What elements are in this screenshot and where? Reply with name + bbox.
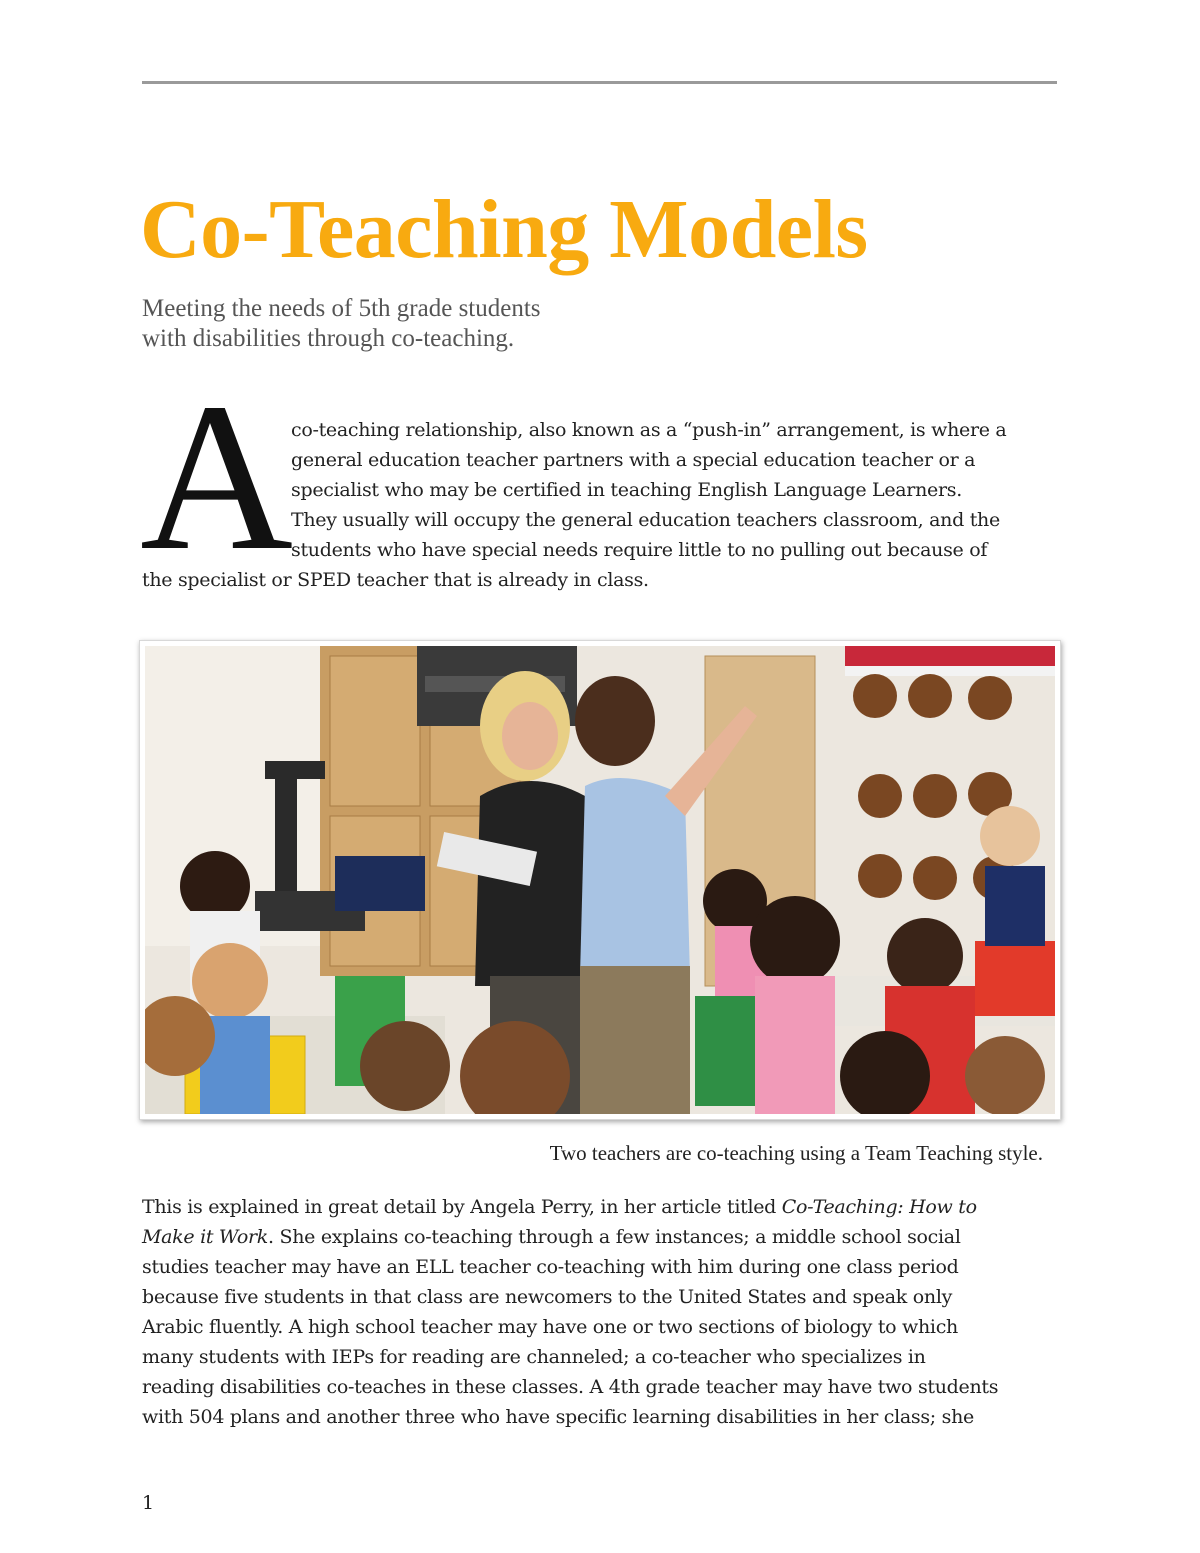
subtitle-line-1: Meeting the needs of 5th grade students	[142, 295, 541, 322]
body-line-2-text: . She explains co-teaching through a few instances; a middle school social	[268, 1226, 961, 1248]
page-number: 1	[142, 1492, 155, 1514]
drop-cap: A	[140, 359, 294, 594]
body-line: studies teacher may have an ELL teacher co-teaching with him during one class period	[142, 1256, 959, 1278]
body-line-1	[142, 1192, 977, 1222]
intro-line: specialist who may be certified in teaching English Language Learners.	[291, 479, 962, 501]
body-line: many students with IEPs for reading are channeled; a co-teacher who specializes in	[142, 1346, 926, 1368]
intro-line: students who have special needs require little to no pulling out because of	[291, 539, 988, 561]
subtitle-line-2: with disabilities through co-teaching.	[142, 325, 515, 352]
body-line: reading disabilities co-teaches in these classes. A 4th grade teacher may have two students	[142, 1376, 999, 1398]
classroom-photo	[139, 640, 1061, 1120]
document-title: Co-Teaching Models	[140, 183, 868, 276]
body-line-1-text: This is explained in great detail by Angela Perry, in her article titled	[142, 1196, 782, 1218]
article-title-part1: Co-Teaching: How to	[781, 1196, 977, 1218]
classroom-photo-illustration	[145, 646, 1055, 1114]
body-line: Arabic fluently. A high school teacher may have one or two sections of biology to which	[142, 1316, 958, 1338]
header-rule	[142, 81, 1057, 84]
intro-line: co-teaching relationship, also known as a “push-in” arrangement, is where a	[291, 419, 1007, 441]
body-line: with 504 plans and another three who have specific learning disabilities in her class; she	[142, 1406, 974, 1428]
intro-line: They usually will occupy the general education teachers classroom, and the	[291, 509, 1000, 531]
body-line-2	[142, 1222, 961, 1252]
body-line: because five students in that class are newcomers to the United States and speak only	[142, 1286, 953, 1308]
figure-caption: Two teachers are co-teaching using a Team Teaching style.	[549, 1141, 1043, 1165]
document-subtitle	[142, 294, 842, 354]
intro-line: the specialist or SPED teacher that is already in class.	[142, 569, 649, 591]
article-title-part2: Make it Work	[142, 1226, 269, 1248]
intro-line: general education teacher partners with a special education teacher or a	[291, 449, 976, 471]
